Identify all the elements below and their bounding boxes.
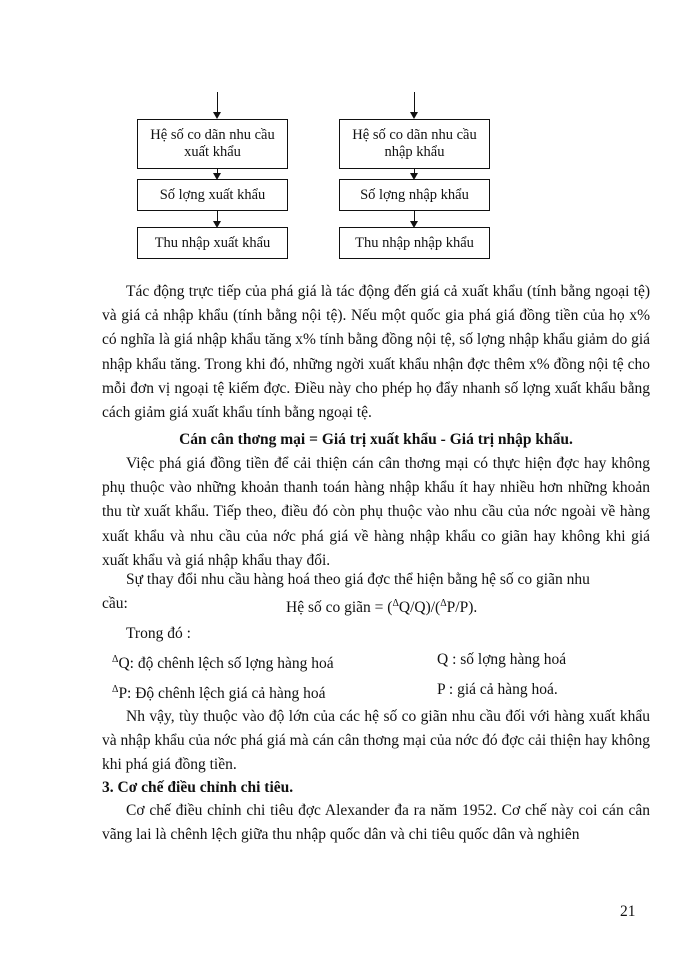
page-number: 21 (620, 903, 636, 920)
right-box-elasticity-label: Hệ số co dãn nhu cầu nhập khẩu (352, 127, 477, 160)
delta-q-symbol: Δ (392, 598, 399, 609)
left-box-income-label: Thu nhập xuất khẩu (154, 234, 271, 251)
paragraph-devaluation-conditions: Việc phá giá đồng tiền để cải thiện cán cân thơng mại có thực hiện đợc hay không phụ thuộc vào những khoản thanh toán hàng nhập khẩu ít hay nhiều hơn những khoản thu từ xuất khẩu. Tiếp theo, điều đó còn phụ thuộc vào nhu cầu của nớc ngoài về hàng xuất khẩu và nhu cầu của nớc phá giá về hàng nhập khẩu co giãn hay không khi giá xuất khẩu và giá nhập khẩu thay đổi. (102, 455, 650, 569)
left-box-elasticity (137, 119, 288, 169)
paragraph-direct-effect: Tác động trực tiếp của phá giá là tác động đến giá cả xuất khẩu (tính bằng ngoại tệ) và giá cả nhập khẩu (tính bằng nội tệ). Nếu một quốc gia phá giá đồng tiền của họ x% có nghĩa là giá nhập khẩu tăng x% tính bằng đồng nội tệ, số lợng nhập khẩu giảm do giá nhập khẩu tăng. Trong khi đó, những ngời xuất khẩu nhận đợc thêm x% đồng nội tệ cho mỗi đơn vị ngoại tệ kiếm đợc. Điều này cho phép họ đẩy nhanh số lợng xuất khẩu bằng cách giảm giá xuất khẩu tính bằng ngoại tệ. (102, 283, 651, 422)
definition-q: Q : số lợng hàng hoá (437, 651, 567, 668)
left-box-quantity-label: Số lợng xuất khẩu (159, 186, 266, 203)
left-arrowhead-1 (213, 112, 221, 119)
right-box-elasticity (339, 119, 490, 169)
right-incoming-line (414, 92, 415, 114)
elasticity-prefix: Hệ số co giãn = ( (286, 599, 393, 617)
elasticity-formula (286, 594, 477, 618)
left-box-elasticity-label: Hệ số co dãn nhu cầu xuất khẩu (150, 127, 275, 160)
right-box-income (339, 227, 490, 259)
definition-delta-q (112, 650, 334, 674)
delta-p-symbol: Δ (440, 598, 447, 609)
section-heading: 3. Cơ chế điều chỉnh chi tiêu. (102, 779, 294, 796)
trade-balance-formula: Cán cân thơng mại = Giá trị xuất khẩu - Giá trị nhập khẩu. (179, 431, 573, 448)
right-box-quantity (339, 179, 490, 211)
def-delta-q-symbol: Δ (112, 654, 119, 665)
right-box-quantity-label: Số lợng nhập khẩu (360, 186, 469, 203)
elasticity-mid: Q/Q)/( (398, 599, 441, 617)
paragraph-demand-change-line1: Sự thay đổi nhu cầu hàng hoá theo giá đợc thể hiện bằng hệ số co giãn nhu (126, 571, 590, 588)
right-box-income-label: Thu nhập nhập khẩu (355, 234, 474, 251)
paragraph-expenditure-mechanism: Cơ chế điều chỉnh chi tiêu đợc Alexander đa ra năm 1952. Cơ chế này coi cán cân vãng lai là chênh lệch giữa thu nhập quốc dân và chi tiêu quốc dân và nghiên (102, 802, 650, 844)
definition-p: P : giá cả hàng hoá. (437, 681, 558, 698)
left-box-quantity (137, 179, 288, 211)
left-incoming-line (217, 92, 218, 114)
paragraph-demand-change-line2: cầu: (102, 595, 128, 612)
def-delta-p-symbol: Δ (112, 684, 119, 695)
def-delta-q-text: Q: độ chênh lệch số lợng hàng hoá (118, 655, 334, 673)
right-arrowhead-1 (410, 112, 418, 119)
where-label: Trong đó : (126, 625, 191, 642)
def-delta-p-text: P: Độ chênh lệch giá cả hàng hoá (118, 685, 326, 703)
elasticity-end: P/P). (446, 599, 478, 617)
left-box-income (137, 227, 288, 259)
paragraph-conclusion: Nh vậy, tùy thuộc vào độ lớn của các hệ số co giãn nhu cầu đối với hàng xuất khẩu và nhập khẩu của nớc phá giá mà cán cân thơng mại của nớc đó đợc cải thiện hay không khi phá giá đồng tiền. (102, 708, 650, 774)
definition-delta-p (112, 680, 325, 704)
